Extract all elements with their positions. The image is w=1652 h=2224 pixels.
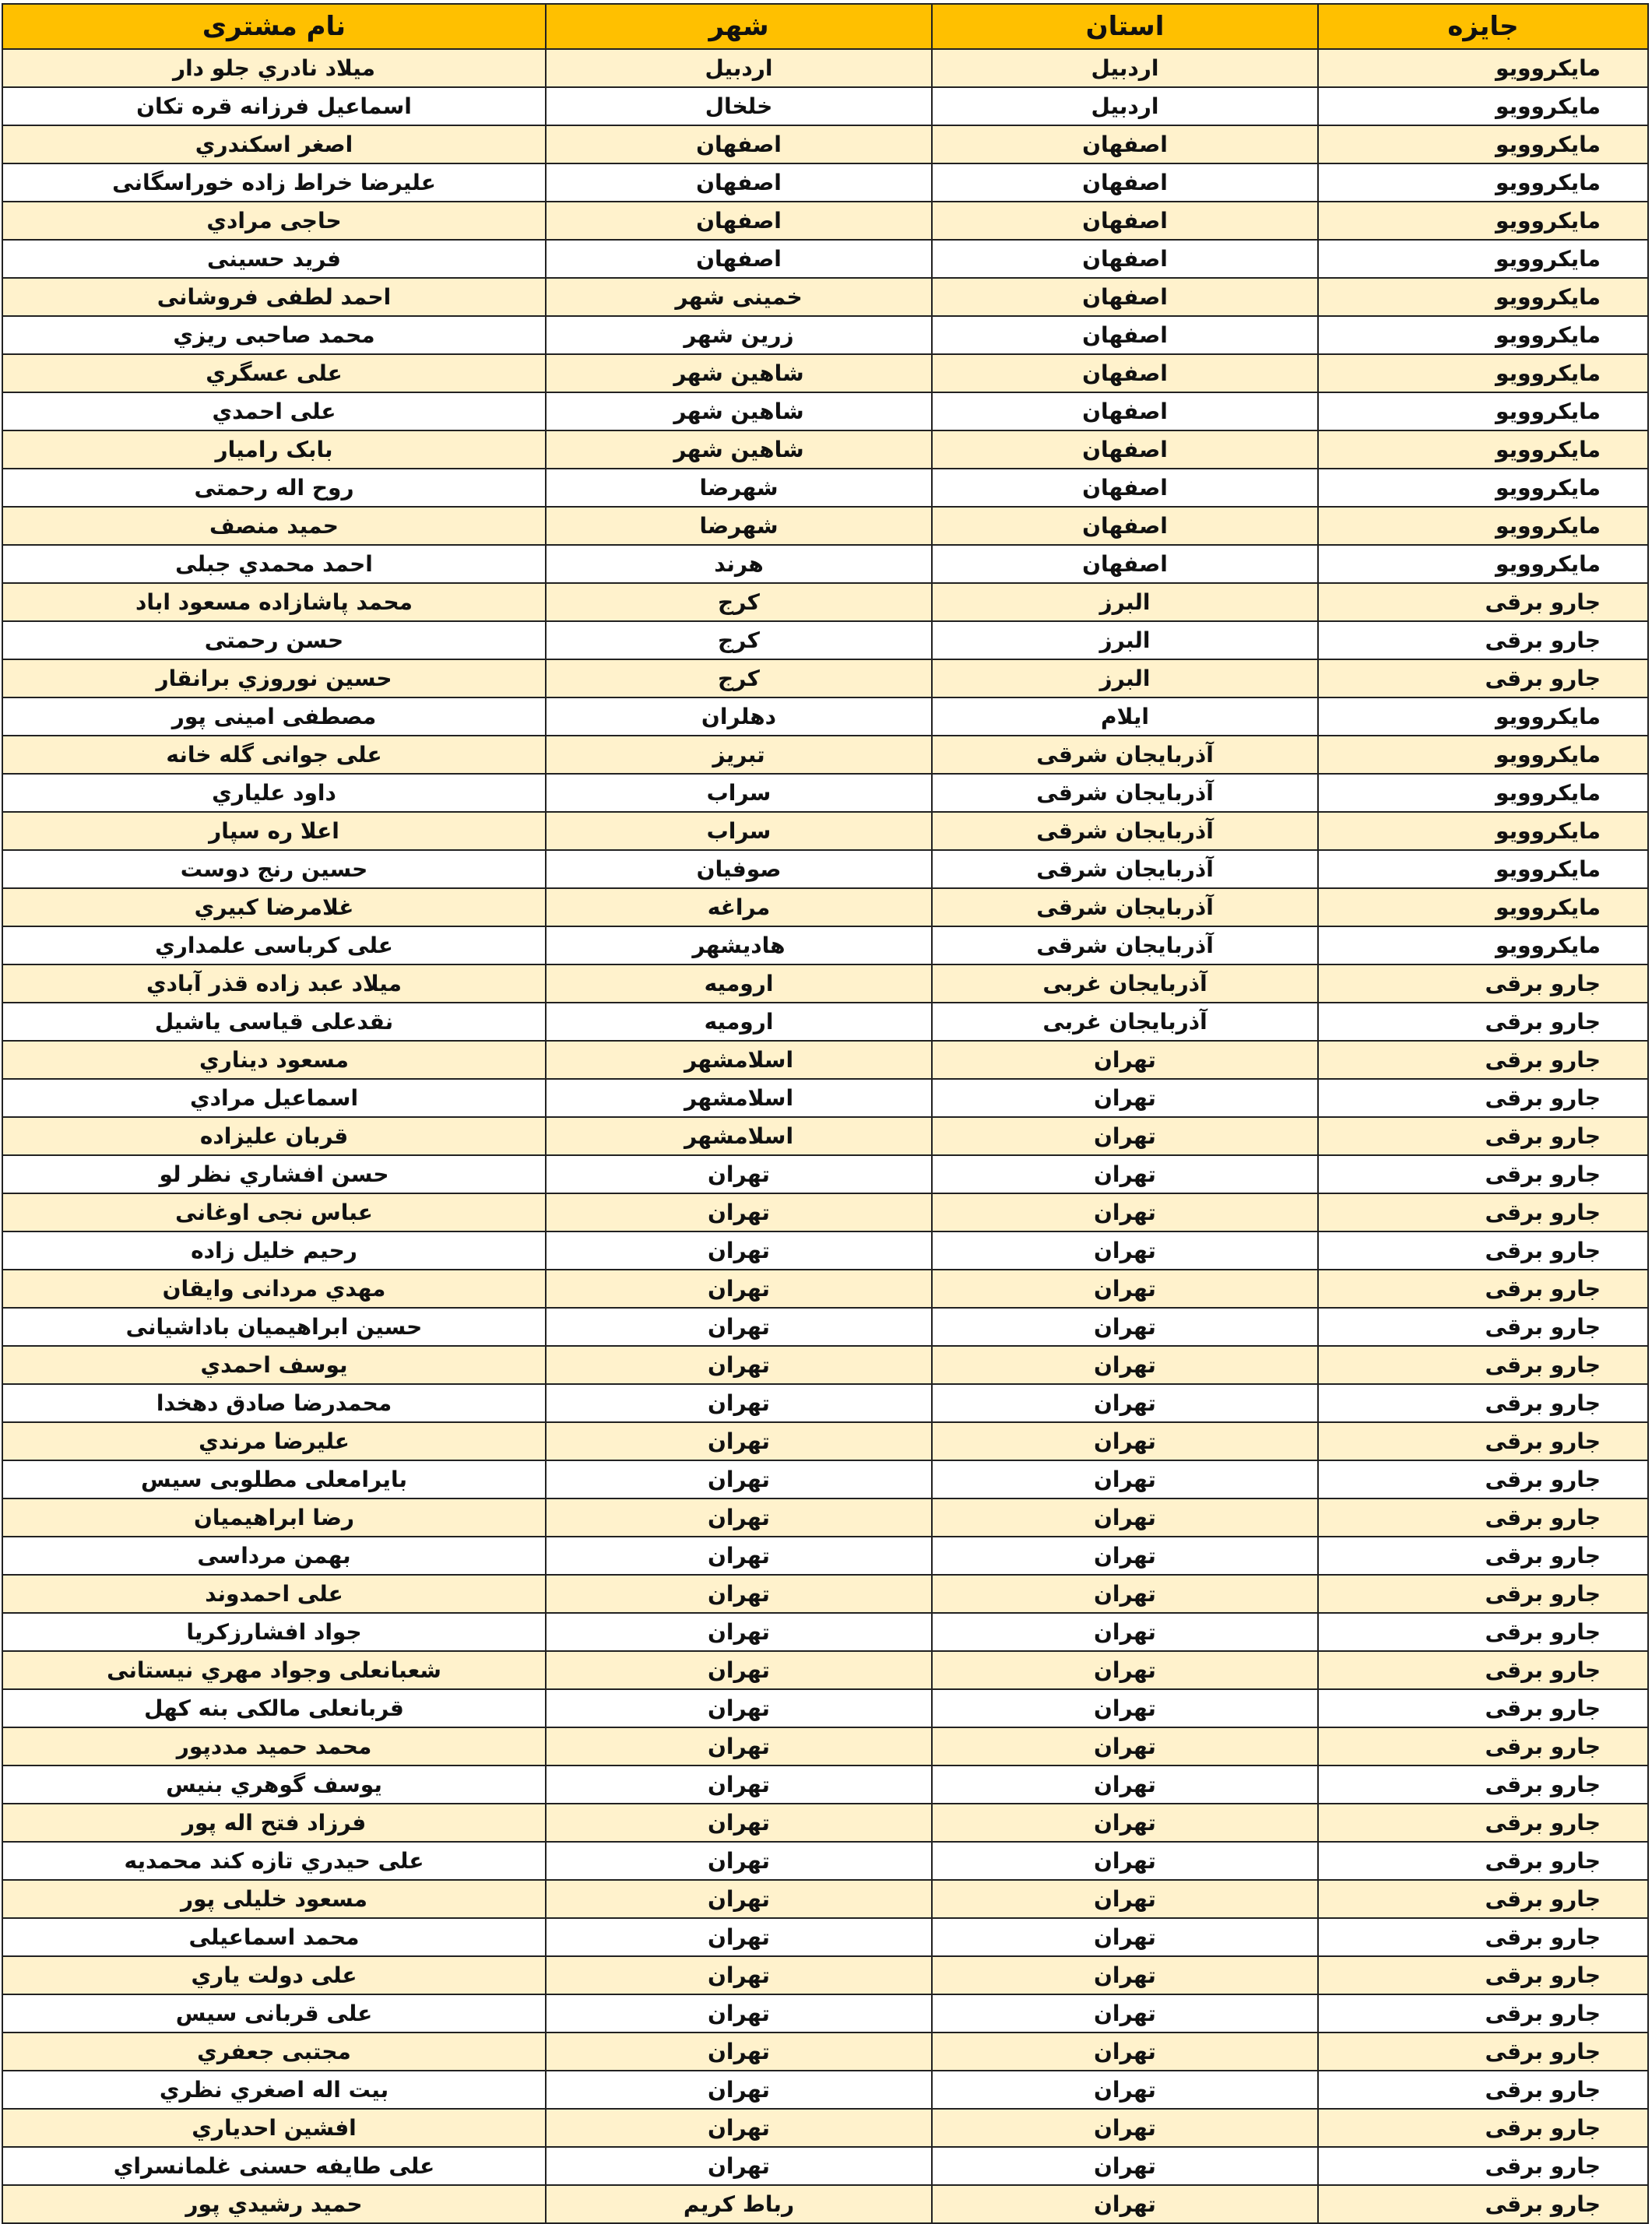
table-row bbox=[2, 125, 1648, 163]
cell-customer-name: علی عسگري bbox=[2, 354, 546, 392]
table-row bbox=[2, 430, 1648, 469]
cell-customer-name: عباس نجی اوغانی bbox=[2, 1193, 546, 1231]
cell-prize: مایکروویو bbox=[1318, 774, 1648, 812]
cell-province: آذربایجان غربی bbox=[932, 1003, 1318, 1041]
cell-prize: مایکروویو bbox=[1318, 49, 1648, 87]
cell-customer-name: فرزاد فتح اله پور bbox=[2, 1804, 546, 1842]
cell-prize: جارو برقی bbox=[1318, 1231, 1648, 1270]
cell-prize: جارو برقی bbox=[1318, 2071, 1648, 2109]
cell-city: زرین شهر bbox=[546, 316, 932, 354]
cell-prize: مایکروویو bbox=[1318, 87, 1648, 125]
cell-customer-name: حمید رشیدي پور bbox=[2, 2185, 546, 2223]
table-row bbox=[2, 2147, 1648, 2185]
cell-prize: جارو برقی bbox=[1318, 1079, 1648, 1117]
table-row bbox=[2, 1804, 1648, 1842]
cell-prize: جارو برقی bbox=[1318, 1613, 1648, 1651]
cell-customer-name: علیرضا مرندي bbox=[2, 1422, 546, 1460]
table-row bbox=[2, 1994, 1648, 2033]
table-row bbox=[2, 354, 1648, 392]
cell-city: اصفهان bbox=[546, 163, 932, 202]
cell-prize: جارو برقی bbox=[1318, 1727, 1648, 1765]
cell-province: تهران bbox=[932, 1537, 1318, 1575]
spreadsheet-sheet bbox=[3, 3, 1649, 2217]
cell-prize: جارو برقی bbox=[1318, 1193, 1648, 1231]
cell-province: آذربایجان شرقی bbox=[932, 812, 1318, 850]
cell-province: اصفهان bbox=[932, 507, 1318, 545]
cell-prize: مایکروویو bbox=[1318, 202, 1648, 240]
cell-province: تهران bbox=[932, 1613, 1318, 1651]
cell-city: تبریز bbox=[546, 736, 932, 774]
cell-customer-name: اسماعیل مرادي bbox=[2, 1079, 546, 1117]
table-row bbox=[2, 1117, 1648, 1155]
cell-prize: مایکروویو bbox=[1318, 736, 1648, 774]
cell-customer-name: رحیم خلیل زاده bbox=[2, 1231, 546, 1270]
cell-prize: جارو برقی bbox=[1318, 1155, 1648, 1193]
cell-city: تهران bbox=[546, 1842, 932, 1880]
cell-prize: مایکروویو bbox=[1318, 545, 1648, 583]
cell-customer-name: مسعود خلیلی پور bbox=[2, 1880, 546, 1918]
cell-province: آذربایجان شرقی bbox=[932, 888, 1318, 926]
cell-customer-name: حسین نوروزي برانقار bbox=[2, 659, 546, 697]
cell-customer-name: احمد محمدي جبلی bbox=[2, 545, 546, 583]
cell-customer-name: قربانعلی مالکی بنه کهل bbox=[2, 1689, 546, 1727]
cell-prize: جارو برقی bbox=[1318, 1765, 1648, 1804]
cell-province: تهران bbox=[932, 1231, 1318, 1270]
cell-city: صوفیان bbox=[546, 850, 932, 888]
cell-city: تهران bbox=[546, 2071, 932, 2109]
cell-province: اصفهان bbox=[932, 469, 1318, 507]
cell-province: اردبیل bbox=[932, 87, 1318, 125]
table-row bbox=[2, 1422, 1648, 1460]
cell-city: شهرضا bbox=[546, 507, 932, 545]
cell-city: اردبیل bbox=[546, 49, 932, 87]
cell-province: آذربایجان شرقی bbox=[932, 736, 1318, 774]
cell-province: تهران bbox=[932, 1041, 1318, 1079]
table-row bbox=[2, 278, 1648, 316]
cell-city: تهران bbox=[546, 1308, 932, 1346]
cell-province: تهران bbox=[932, 1994, 1318, 2033]
cell-customer-name: علی کرباسی علمداري bbox=[2, 926, 546, 964]
cell-province: البرز bbox=[932, 659, 1318, 697]
cell-city: سراب bbox=[546, 812, 932, 850]
table-row bbox=[2, 1918, 1648, 1956]
table-row bbox=[2, 1956, 1648, 1994]
cell-city: تهران bbox=[546, 1460, 932, 1498]
cell-province: البرز bbox=[932, 621, 1318, 659]
cell-city: تهران bbox=[546, 1498, 932, 1537]
cell-city: اسلامشهر bbox=[546, 1041, 932, 1079]
cell-province: اصفهان bbox=[932, 430, 1318, 469]
table-row bbox=[2, 2109, 1648, 2147]
cell-province: اصفهان bbox=[932, 354, 1318, 392]
table-row bbox=[2, 1727, 1648, 1765]
table-row bbox=[2, 583, 1648, 621]
table-row bbox=[2, 812, 1648, 850]
cell-customer-name: محمد حمید مددپور bbox=[2, 1727, 546, 1765]
cell-province: تهران bbox=[932, 1842, 1318, 1880]
table-row bbox=[2, 1384, 1648, 1422]
cell-customer-name: فرید حسینی bbox=[2, 240, 546, 278]
table-row bbox=[2, 163, 1648, 202]
cell-city: تهران bbox=[546, 1270, 932, 1308]
cell-prize: جارو برقی bbox=[1318, 964, 1648, 1003]
table-row bbox=[2, 697, 1648, 736]
cell-city: تهران bbox=[546, 1804, 932, 1842]
cell-province: تهران bbox=[932, 1155, 1318, 1193]
table-row bbox=[2, 736, 1648, 774]
table-row bbox=[2, 469, 1648, 507]
cell-city: شاهین شهر bbox=[546, 392, 932, 430]
cell-city: هادیشهر bbox=[546, 926, 932, 964]
cell-city: تهران bbox=[546, 1231, 932, 1270]
cell-prize: مایکروویو bbox=[1318, 812, 1648, 850]
cell-prize: جارو برقی bbox=[1318, 1041, 1648, 1079]
table-row bbox=[2, 774, 1648, 812]
cell-prize: جارو برقی bbox=[1318, 2109, 1648, 2147]
cell-prize: جارو برقی bbox=[1318, 1308, 1648, 1346]
cell-city: اصفهان bbox=[546, 125, 932, 163]
cell-customer-name: روح اله رحمتی bbox=[2, 469, 546, 507]
cell-customer-name: میلاد عبد زاده قذر آبادي bbox=[2, 964, 546, 1003]
table-row bbox=[2, 1155, 1648, 1193]
cell-province: تهران bbox=[932, 1918, 1318, 1956]
table-row bbox=[2, 392, 1648, 430]
cell-city: شاهین شهر bbox=[546, 354, 932, 392]
cell-city: تهران bbox=[546, 1613, 932, 1651]
cell-customer-name: اسماعیل فرزانه قره تکان bbox=[2, 87, 546, 125]
cell-customer-name: جواد افشارزکریا bbox=[2, 1613, 546, 1651]
cell-province: تهران bbox=[932, 1498, 1318, 1537]
table-row bbox=[2, 1079, 1648, 1117]
header-row bbox=[2, 4, 1648, 49]
cell-customer-name: احمد لطفی فروشانی bbox=[2, 278, 546, 316]
cell-customer-name: حسن رحمتی bbox=[2, 621, 546, 659]
cell-customer-name: مصطفی امینی پور bbox=[2, 697, 546, 736]
cell-customer-name: مسعود دیناري bbox=[2, 1041, 546, 1079]
table-row bbox=[2, 964, 1648, 1003]
cell-province: تهران bbox=[932, 1689, 1318, 1727]
cell-city: تهران bbox=[546, 1956, 932, 1994]
cell-city: هرند bbox=[546, 545, 932, 583]
cell-prize: مایکروویو bbox=[1318, 507, 1648, 545]
table-row bbox=[2, 1270, 1648, 1308]
cell-customer-name: مجتبی جعفري bbox=[2, 2033, 546, 2071]
table-row bbox=[2, 1003, 1648, 1041]
cell-province: اردبیل bbox=[932, 49, 1318, 87]
table-row bbox=[2, 1346, 1648, 1384]
cell-prize: مایکروویو bbox=[1318, 697, 1648, 736]
cell-province: اصفهان bbox=[932, 163, 1318, 202]
cell-city: تهران bbox=[546, 1193, 932, 1231]
cell-prize: جارو برقی bbox=[1318, 1422, 1648, 1460]
cell-province: تهران bbox=[932, 1308, 1318, 1346]
cell-prize: جارو برقی bbox=[1318, 621, 1648, 659]
cell-customer-name: مهدي مردانی وایقان bbox=[2, 1270, 546, 1308]
cell-prize: جارو برقی bbox=[1318, 583, 1648, 621]
cell-city: ارومیه bbox=[546, 964, 932, 1003]
cell-province: تهران bbox=[932, 1880, 1318, 1918]
cell-customer-name: علی طایفه حسنی غلمانسراي bbox=[2, 2147, 546, 2185]
cell-province: اصفهان bbox=[932, 392, 1318, 430]
table-row bbox=[2, 1537, 1648, 1575]
cell-city: مراغه bbox=[546, 888, 932, 926]
table-row bbox=[2, 316, 1648, 354]
cell-city: ارومیه bbox=[546, 1003, 932, 1041]
cell-city: تهران bbox=[546, 1346, 932, 1384]
cell-city: کرج bbox=[546, 659, 932, 697]
cell-province: تهران bbox=[932, 1804, 1318, 1842]
cell-province: تهران bbox=[932, 1346, 1318, 1384]
cell-customer-name: شعبانعلی وجواد مهري نیستانی bbox=[2, 1651, 546, 1689]
cell-province: تهران bbox=[932, 1422, 1318, 1460]
header-city: شهر bbox=[546, 4, 932, 49]
cell-city: تهران bbox=[546, 1575, 932, 1613]
cell-province: تهران bbox=[932, 2147, 1318, 2185]
cell-prize: جارو برقی bbox=[1318, 1880, 1648, 1918]
cell-city: اسلامشهر bbox=[546, 1117, 932, 1155]
cell-province: آذربایجان شرقی bbox=[932, 850, 1318, 888]
cell-customer-name: میلاد نادري جلو دار bbox=[2, 49, 546, 87]
cell-prize: جارو برقی bbox=[1318, 1651, 1648, 1689]
cell-customer-name: علی احمدي bbox=[2, 392, 546, 430]
cell-province: تهران bbox=[932, 1727, 1318, 1765]
cell-city: تهران bbox=[546, 1537, 932, 1575]
cell-province: آذربایجان شرقی bbox=[932, 774, 1318, 812]
cell-prize: جارو برقی bbox=[1318, 1498, 1648, 1537]
cell-prize: جارو برقی bbox=[1318, 1575, 1648, 1613]
cell-province: تهران bbox=[932, 1651, 1318, 1689]
cell-city: خلخال bbox=[546, 87, 932, 125]
cell-prize: مایکروویو bbox=[1318, 926, 1648, 964]
cell-customer-name: علی قربانی سیس bbox=[2, 1994, 546, 2033]
table-row bbox=[2, 87, 1648, 125]
cell-province: تهران bbox=[932, 1079, 1318, 1117]
cell-city: تهران bbox=[546, 1765, 932, 1804]
cell-customer-name: حسن افشاري نظر لو bbox=[2, 1155, 546, 1193]
cell-customer-name: محمدرضا صادق دهخدا bbox=[2, 1384, 546, 1422]
cell-prize: جارو برقی bbox=[1318, 1918, 1648, 1956]
cell-prize: جارو برقی bbox=[1318, 659, 1648, 697]
cell-city: شهرضا bbox=[546, 469, 932, 507]
table-row bbox=[2, 1880, 1648, 1918]
cell-customer-name: حمید منصف bbox=[2, 507, 546, 545]
cell-province: تهران bbox=[932, 2185, 1318, 2223]
cell-customer-name: علی حیدري تازه کند محمدیه bbox=[2, 1842, 546, 1880]
cell-province: ایلام bbox=[932, 697, 1318, 736]
cell-prize: جارو برقی bbox=[1318, 1346, 1648, 1384]
cell-city: شاهین شهر bbox=[546, 430, 932, 469]
cell-city: تهران bbox=[546, 1155, 932, 1193]
cell-city: سراب bbox=[546, 774, 932, 812]
cell-prize: جارو برقی bbox=[1318, 1537, 1648, 1575]
cell-city: تهران bbox=[546, 1994, 932, 2033]
cell-customer-name: حاجی مرادي bbox=[2, 202, 546, 240]
cell-prize: مایکروویو bbox=[1318, 888, 1648, 926]
cell-city: رباط کریم bbox=[546, 2185, 932, 2223]
cell-customer-name: محمد پاشازاده مسعود اباد bbox=[2, 583, 546, 621]
table-row bbox=[2, 1498, 1648, 1537]
cell-customer-name: علی جوانی گله خانه bbox=[2, 736, 546, 774]
cell-customer-name: بابک رامیار bbox=[2, 430, 546, 469]
cell-prize: جارو برقی bbox=[1318, 1384, 1648, 1422]
cell-city: تهران bbox=[546, 2033, 932, 2071]
cell-customer-name: داود علیاري bbox=[2, 774, 546, 812]
cell-customer-name: حسین رنج دوست bbox=[2, 850, 546, 888]
header-prize: جایزه bbox=[1318, 4, 1648, 49]
cell-city: تهران bbox=[546, 1918, 932, 1956]
cell-customer-name: اعلا ره سپار bbox=[2, 812, 546, 850]
table-row bbox=[2, 202, 1648, 240]
cell-customer-name: حسین ابراهیمیان باداشیانی bbox=[2, 1308, 546, 1346]
table-row bbox=[2, 1651, 1648, 1689]
cell-prize: جارو برقی bbox=[1318, 1956, 1648, 1994]
cell-prize: مایکروویو bbox=[1318, 392, 1648, 430]
table-row bbox=[2, 1689, 1648, 1727]
cell-customer-name: یوسف احمدي bbox=[2, 1346, 546, 1384]
cell-province: آذربایجان غربی bbox=[932, 964, 1318, 1003]
table-row bbox=[2, 1193, 1648, 1231]
table-row bbox=[2, 2033, 1648, 2071]
cell-prize: مایکروویو bbox=[1318, 354, 1648, 392]
table-row bbox=[2, 621, 1648, 659]
cell-customer-name: محمد صاحبی ریزي bbox=[2, 316, 546, 354]
cell-prize: جارو برقی bbox=[1318, 1117, 1648, 1155]
cell-prize: مایکروویو bbox=[1318, 278, 1648, 316]
cell-customer-name: بیت اله اصغري نظري bbox=[2, 2071, 546, 2109]
cell-customer-name: افشین احدیاري bbox=[2, 2109, 546, 2147]
table-row bbox=[2, 2185, 1648, 2223]
cell-customer-name: قربان علیزاده bbox=[2, 1117, 546, 1155]
cell-province: تهران bbox=[932, 1384, 1318, 1422]
cell-prize: مایکروویو bbox=[1318, 469, 1648, 507]
cell-customer-name: یوسف گوهري بنیس bbox=[2, 1765, 546, 1804]
cell-province: تهران bbox=[932, 1765, 1318, 1804]
cell-prize: جارو برقی bbox=[1318, 2147, 1648, 2185]
cell-city: تهران bbox=[546, 1689, 932, 1727]
table-row bbox=[2, 1041, 1648, 1079]
cell-province: البرز bbox=[932, 583, 1318, 621]
cell-customer-name: رضا ابراهیمیان bbox=[2, 1498, 546, 1537]
cell-customer-name: بایرامعلی مطلوبی سیس bbox=[2, 1460, 546, 1498]
cell-city: کرج bbox=[546, 583, 932, 621]
cell-city: تهران bbox=[546, 1727, 932, 1765]
cell-prize: جارو برقی bbox=[1318, 2033, 1648, 2071]
table-row bbox=[2, 659, 1648, 697]
cell-province: تهران bbox=[932, 1575, 1318, 1613]
cell-customer-name: محمد اسماعیلی bbox=[2, 1918, 546, 1956]
cell-prize: مایکروویو bbox=[1318, 850, 1648, 888]
header-province: استان bbox=[932, 4, 1318, 49]
cell-prize: مایکروویو bbox=[1318, 125, 1648, 163]
table-row bbox=[2, 507, 1648, 545]
cell-city: تهران bbox=[546, 1880, 932, 1918]
table-row bbox=[2, 1575, 1648, 1613]
table-row bbox=[2, 1460, 1648, 1498]
header-customer-name: نام مشتری bbox=[2, 4, 546, 49]
cell-city: تهران bbox=[546, 1651, 932, 1689]
cell-province: تهران bbox=[932, 2071, 1318, 2109]
cell-prize: جارو برقی bbox=[1318, 1003, 1648, 1041]
table-row bbox=[2, 1842, 1648, 1880]
cell-prize: جارو برقی bbox=[1318, 1460, 1648, 1498]
cell-province: تهران bbox=[932, 1956, 1318, 1994]
prize-winners-table bbox=[2, 3, 1649, 2224]
cell-province: اصفهان bbox=[932, 240, 1318, 278]
table-row bbox=[2, 1231, 1648, 1270]
table-row bbox=[2, 850, 1648, 888]
cell-prize: مایکروویو bbox=[1318, 430, 1648, 469]
cell-customer-name: علی احمدوند bbox=[2, 1575, 546, 1613]
cell-province: اصفهان bbox=[932, 202, 1318, 240]
cell-prize: جارو برقی bbox=[1318, 1689, 1648, 1727]
cell-city: تهران bbox=[546, 2109, 932, 2147]
cell-customer-name: بهمن مرداسی bbox=[2, 1537, 546, 1575]
cell-city: خمینی شهر bbox=[546, 278, 932, 316]
cell-prize: مایکروویو bbox=[1318, 240, 1648, 278]
cell-prize: جارو برقی bbox=[1318, 1804, 1648, 1842]
cell-province: تهران bbox=[932, 1270, 1318, 1308]
cell-province: اصفهان bbox=[932, 125, 1318, 163]
cell-province: تهران bbox=[932, 1117, 1318, 1155]
cell-province: آذربایجان شرقی bbox=[932, 926, 1318, 964]
cell-city: تهران bbox=[546, 1422, 932, 1460]
cell-customer-name: نقدعلی قیاسی یاشیل bbox=[2, 1003, 546, 1041]
cell-customer-name: علی دولت یاري bbox=[2, 1956, 546, 1994]
cell-province: اصفهان bbox=[932, 545, 1318, 583]
cell-prize: مایکروویو bbox=[1318, 163, 1648, 202]
cell-province: تهران bbox=[932, 1193, 1318, 1231]
table-row bbox=[2, 545, 1648, 583]
table-row bbox=[2, 1308, 1648, 1346]
cell-customer-name: اصغر اسکندري bbox=[2, 125, 546, 163]
cell-prize: مایکروویو bbox=[1318, 316, 1648, 354]
cell-city: تهران bbox=[546, 2147, 932, 2185]
cell-city: کرج bbox=[546, 621, 932, 659]
cell-province: اصفهان bbox=[932, 316, 1318, 354]
cell-city: دهلران bbox=[546, 697, 932, 736]
table-row bbox=[2, 240, 1648, 278]
cell-prize: جارو برقی bbox=[1318, 1270, 1648, 1308]
table-row bbox=[2, 2071, 1648, 2109]
table-row bbox=[2, 888, 1648, 926]
table-row bbox=[2, 49, 1648, 87]
cell-city: اصفهان bbox=[546, 240, 932, 278]
cell-customer-name: علیرضا خراط زاده خوراسگانی bbox=[2, 163, 546, 202]
cell-city: اسلامشهر bbox=[546, 1079, 932, 1117]
cell-city: تهران bbox=[546, 1384, 932, 1422]
cell-prize: جارو برقی bbox=[1318, 1842, 1648, 1880]
table-row bbox=[2, 1765, 1648, 1804]
cell-prize: جارو برقی bbox=[1318, 2185, 1648, 2223]
cell-city: اصفهان bbox=[546, 202, 932, 240]
cell-province: تهران bbox=[932, 1460, 1318, 1498]
cell-prize: جارو برقی bbox=[1318, 1994, 1648, 2033]
cell-province: تهران bbox=[932, 2033, 1318, 2071]
table-row bbox=[2, 1613, 1648, 1651]
table-row bbox=[2, 926, 1648, 964]
cell-province: تهران bbox=[932, 2109, 1318, 2147]
cell-province: اصفهان bbox=[932, 278, 1318, 316]
cell-customer-name: غلامرضا کبیري bbox=[2, 888, 546, 926]
